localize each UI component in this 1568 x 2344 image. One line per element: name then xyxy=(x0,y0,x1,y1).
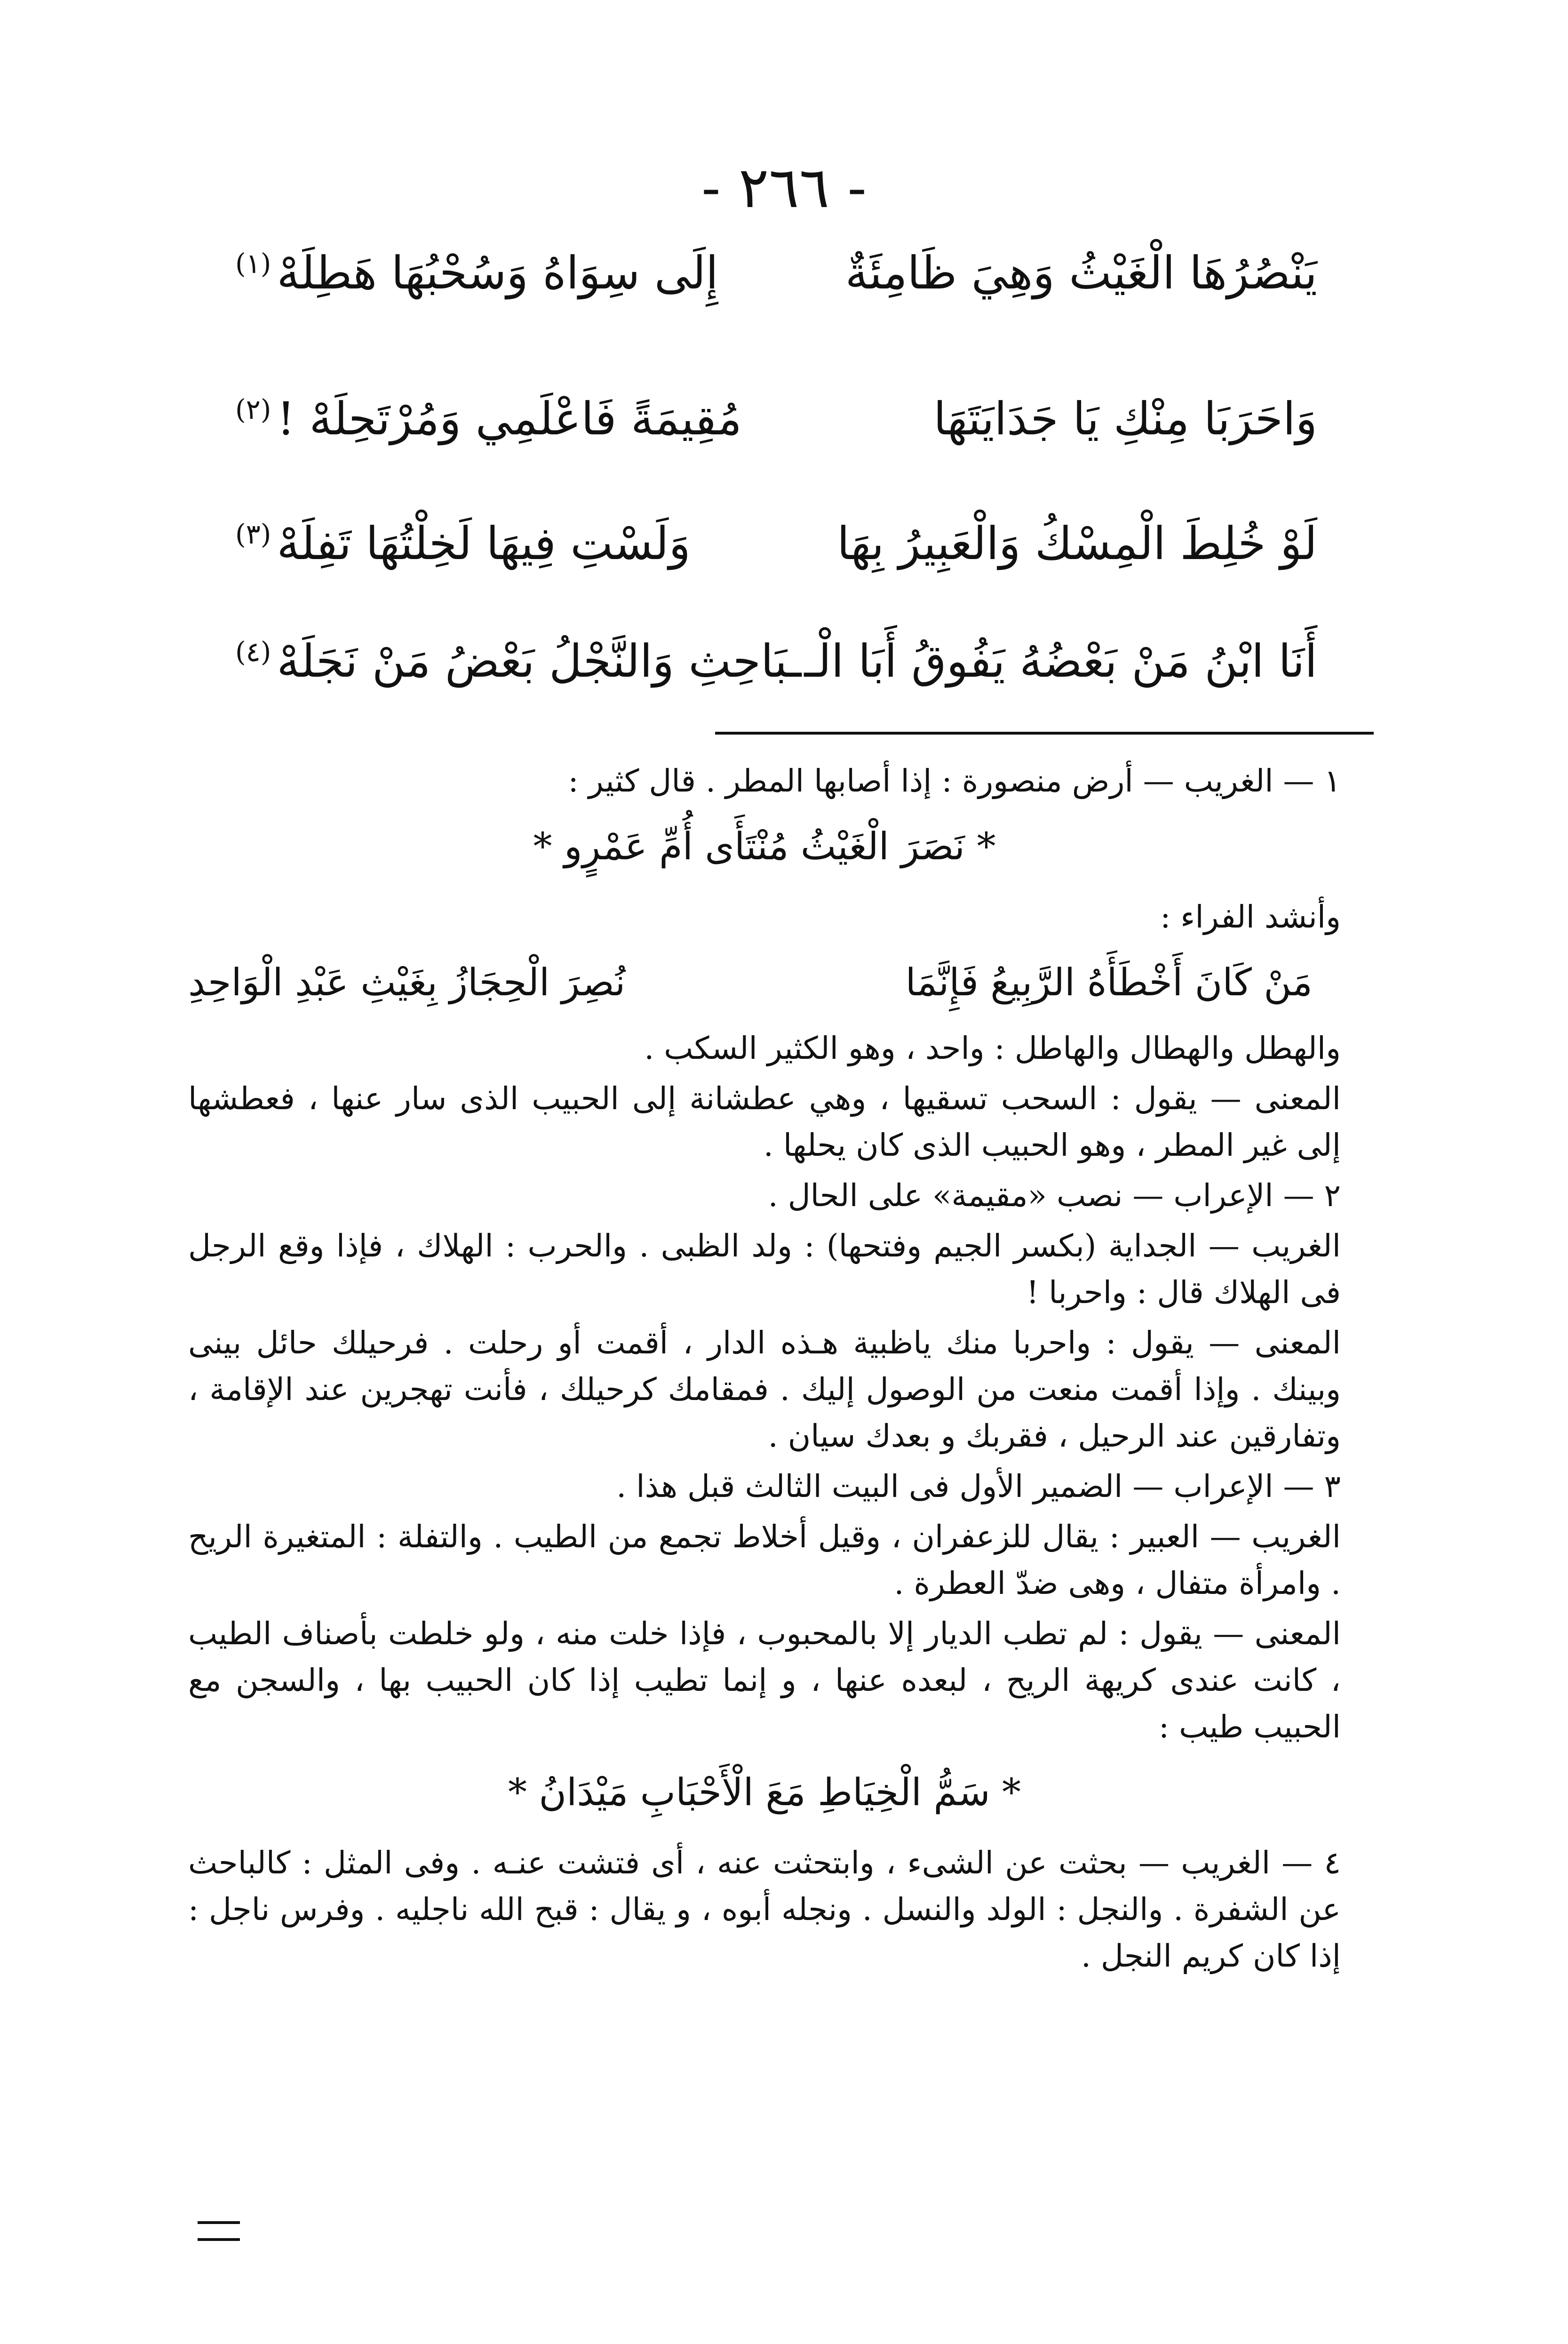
note-1-maana: المعنى — يقول : السحب تسقيها ، وهي عطشانة إلى الحبيب الذى سار عنها ، فعطشها إلى غير المطر ، وهو الحبيب الذى كان يحلها . xyxy=(188,1080,1341,1163)
note-3-maana: المعنى — يقول : لم تطب الديار إلا بالمحبوب ، فإذا خلت منه ، ولو خلطت بأصناف الطيب ، كانت عندى كريهة الريح ، لبعده عنها ، و إنما تطيب إذا كان الحبيب بها ، والسجن مع الحبيب طيب : xyxy=(188,1616,1341,1745)
verse-4-second-hemistich xyxy=(235,635,801,688)
verse-1-second-hemistich xyxy=(235,247,718,299)
verse-4 xyxy=(235,616,1317,706)
note-2-gharib: الغريب — الجداية (بكسر الجيم وفتحها) : ولد الظبى . والحرب : الهلاك ، فإذا وقع الرجل فى الهلاك قال : واحربا ! xyxy=(188,1228,1341,1311)
verse-1-first-hemistich: يَنْصُرُهَا الْغَيْثُ وَهِيَ ظَامِئَةٌ xyxy=(845,247,1317,299)
verse-3-first-hemistich: لَوْ خُلِطَ الْمِسْكُ وَالْعَبِيرُ بِهَا xyxy=(837,517,1317,570)
verse-1 xyxy=(235,228,1317,318)
verse-3 xyxy=(235,499,1317,588)
page-number: - ٢٦٦ - xyxy=(701,155,867,221)
note-3-gharib: الغريب — العبير : يقال للزعفران ، وقيل أخلاط تجمع من الطيب . والتفلة : المتغيرة الريح . وامرأة متفال ، وهى ضدّ العطرة . xyxy=(188,1519,1341,1601)
verse-2-second-hemistich xyxy=(235,392,742,445)
verse-4-footnote-ref: (٤) xyxy=(235,636,271,668)
note-1-quote-pair-second: نُصِرَ الْحِجَازُ بِغَيْثِ عَبْدِ الْوَاحِدِ xyxy=(188,960,626,1004)
end-mark xyxy=(198,2221,240,2241)
verse-2-footnote-ref: (٢) xyxy=(235,393,271,425)
verse-1-footnote-ref: (١) xyxy=(235,248,271,280)
note-1-quote-pair-first: مَنْ كَانَ أَخْطَأَهُ الرَّبِيعُ فَإِنَّمَا xyxy=(905,960,1313,1004)
verse-1-second-text: إِلَى سِوَاهُ وَسُحْبُهَا هَطِلَهْ xyxy=(277,247,718,299)
verse-2-first-hemistich: وَاحَرَبَا مِنْكِ يَا جَدَايَتَهَا xyxy=(933,392,1317,445)
verse-3-second-hemistich xyxy=(235,517,691,570)
verse-2 xyxy=(235,374,1317,464)
note-3-quote: * سَمُّ الْخِيَاطِ مَعَ الْأَحْبَابِ مَيْدَانُ * xyxy=(508,1770,1021,1814)
note-1-quote: * نَصَرَ الْغَيْثُ مُنْتَأَى أُمِّ عَمْرٍو * xyxy=(533,824,996,868)
verse-3-footnote-ref: (٣) xyxy=(235,518,271,550)
note-1-quote-pair xyxy=(188,954,1313,1011)
verse-4-first-hemistich: أَنَا ابْنُ مَنْ بَعْضُهُ يَفُوقُ أَبَا الْـ xyxy=(804,635,1317,688)
note-1-gharib: ١ — الغريب — أرض منصورة : إذا أصابها المطر . قال كثير : xyxy=(568,763,1341,799)
verse-4-second-text: ـبَاحِثِ وَالنَّجْلُ بَعْضُ مَنْ نَجَلَهْ xyxy=(277,635,802,688)
footnote-separator xyxy=(715,732,1374,735)
verse-2-second-text: مُقِيمَةً فَاعْلَمِي وَمُرْتَحِلَهْ ! xyxy=(277,392,742,445)
note-3-irab: ٣ — الإعراب — الضمير الأول فى البيت الثالث قبل هذا . xyxy=(616,1468,1341,1504)
note-2-irab: ٢ — الإعراب — نصب «مقيمة» على الحال . xyxy=(768,1177,1341,1214)
note-4-gharib: ٤ — الغريب — بحثت عن الشىء ، وابتحثت عنه ، أى فتشت عنـه . وفى المثل : كالباحث عن الشفرة . والنجل : الولد والنسل . ونجله أبوه ، و يقال : قبح الله ناجليه . وفرس ناجل : إذا كان كريم النجل . xyxy=(188,1845,1341,1974)
verse-3-second-text: وَلَسْتِ فِيهَا لَخِلْتُهَا تَفِلَهْ xyxy=(277,517,691,570)
note-2-maana: المعنى — يقول : واحربا منك ياظبية هـذه الدار ، أقمت أو رحلت . فرحيلك حائل بينى وبينك . وإذا أقمت منعت من الوصول إليك . فمقامك كرحيلك ، فأنت تهجرين عند الإقامة ، وتفارقين عند الرحيل ، فقربك و بعدك سيان . xyxy=(188,1325,1341,1454)
note-1-hatil: والهطل والهطال والهاطل : واحد ، وهو الكثير السكب . xyxy=(644,1030,1341,1066)
footnotes xyxy=(188,758,1341,1983)
note-1-farra: وأنشد الفراء : xyxy=(1160,899,1341,935)
